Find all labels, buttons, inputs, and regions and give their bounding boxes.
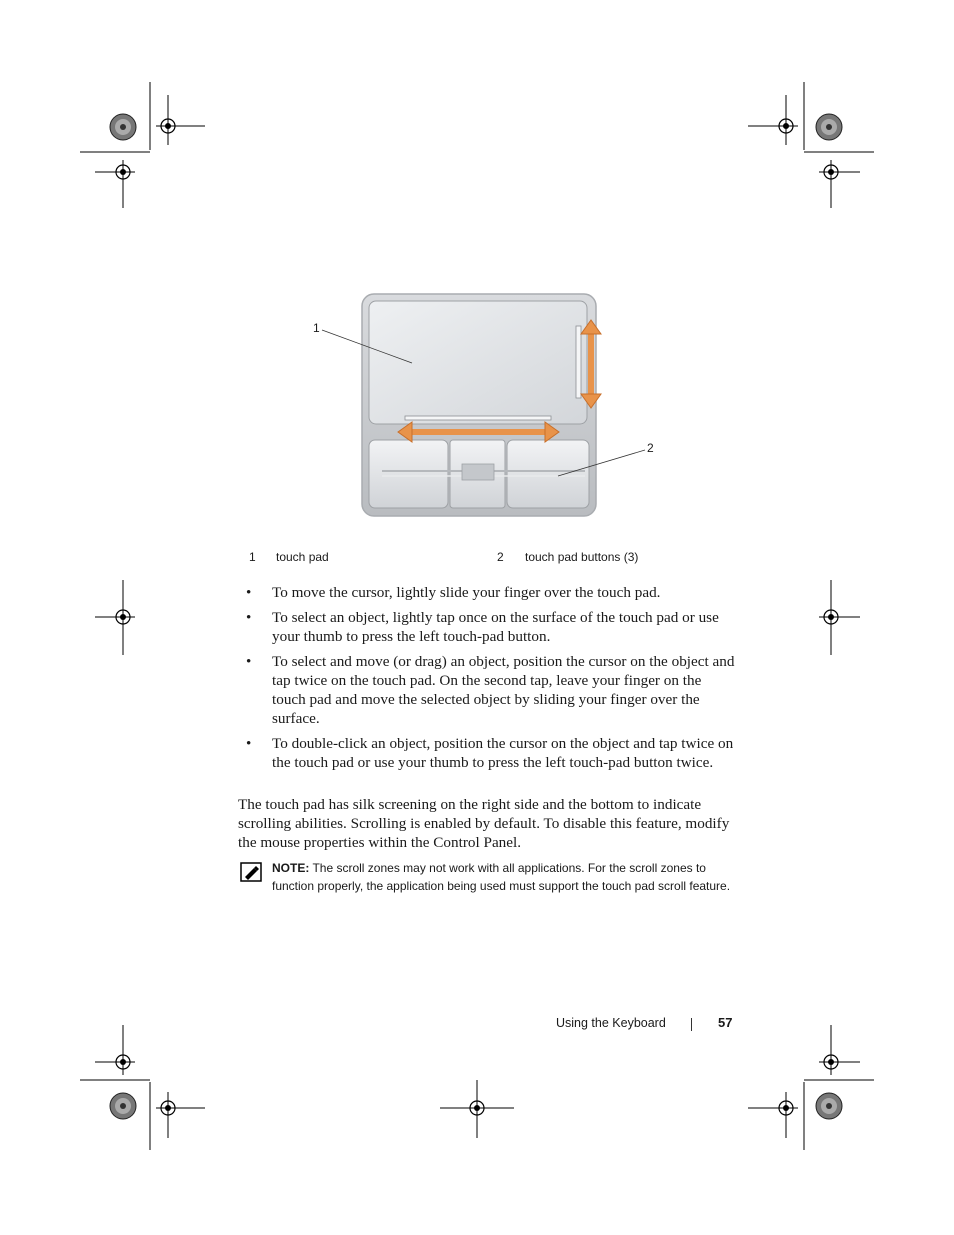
list-item: • To double-click an object, position the cursor on the object and tap twice on the touch pad or use your thumb to press the left touch-pad button twice. — [238, 734, 738, 772]
touch-pad-surface — [369, 301, 587, 424]
vertical-scroll-zone — [576, 326, 581, 398]
legend-label-1: touch pad — [276, 550, 329, 564]
legend-item-1 — [249, 550, 256, 564]
list-item: • To select an object, lightly tap once on the surface of the touch pad or use your thumb to press the left touch-pad button. — [238, 608, 738, 646]
horizontal-scroll-zone — [405, 416, 551, 420]
footer-section-title: Using the Keyboard — [556, 1016, 666, 1030]
registration-star-icon — [816, 114, 842, 140]
note-label: NOTE: — [272, 861, 310, 875]
legend-number: 2 — [497, 550, 504, 564]
left-button-shape — [369, 440, 448, 508]
legend-number: 1 — [249, 550, 256, 564]
footer-divider — [691, 1018, 692, 1031]
registration-star-icon — [110, 1093, 136, 1119]
note-body: The scroll zones may not work with all applications. For the scroll zones to function properly, the application being used must support the touch pad scroll feature. — [272, 861, 731, 893]
registration-star-icon — [816, 1093, 842, 1119]
registration-star-icon — [110, 114, 136, 140]
touch-pad-illustration — [300, 280, 670, 530]
note-text — [272, 860, 737, 895]
legend-label-2: touch pad buttons (3) — [525, 550, 639, 564]
callout-number-2: 2 — [647, 441, 654, 455]
body-paragraph: The touch pad has silk screening on the right side and the bottom to indicate scrolling abilities. Scrolling is enabled by default. To disable this feature, modify the mouse properties within the Control Panel. — [238, 796, 730, 851]
list-item: • To move the cursor, lightly slide your finger over the touch pad. — [238, 583, 738, 602]
instruction-list — [238, 583, 738, 778]
page-number: 57 — [718, 1015, 733, 1030]
callout-number-1: 1 — [313, 321, 320, 335]
right-button-shape — [507, 440, 589, 508]
list-item: • To select and move (or drag) an object, position the cursor on the object and tap twice on the touch pad. On the second tap, leave your finger on the touch pad and move the selected object by sliding your finger over the surface. — [238, 652, 738, 728]
pencil-note-icon — [240, 862, 262, 882]
legend-item-2 — [497, 550, 504, 564]
touch-pad-figure — [300, 280, 670, 530]
